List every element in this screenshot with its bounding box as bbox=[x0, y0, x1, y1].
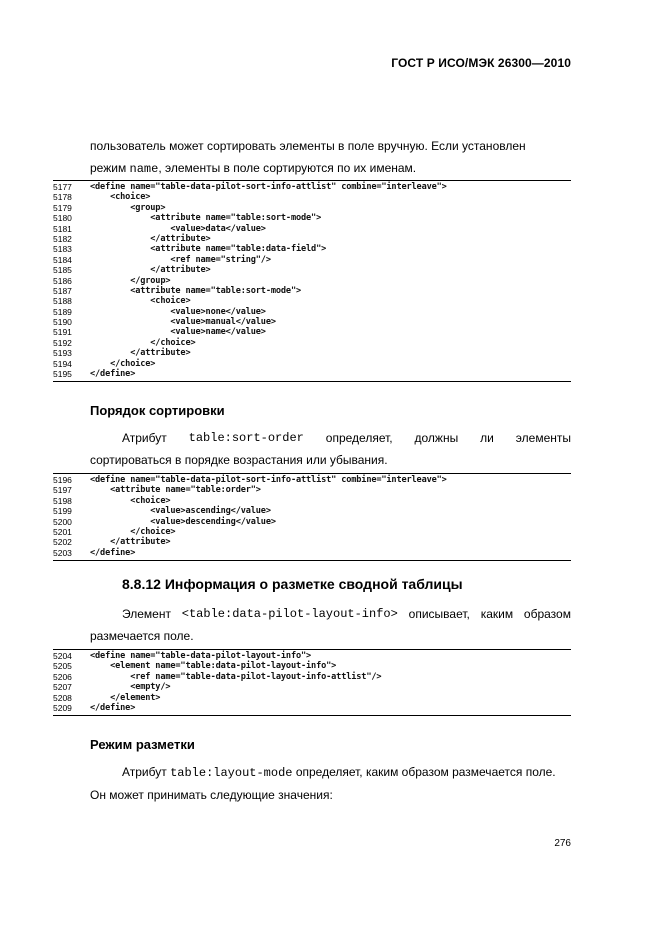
code-layout-info-element: <table:data-pilot-layout-info> bbox=[181, 607, 398, 621]
line-number: 5208 bbox=[53, 692, 72, 703]
word: должны bbox=[414, 431, 459, 445]
code-text: <ref name="string"/> bbox=[90, 254, 271, 265]
line-number: 5188 bbox=[53, 296, 72, 307]
layout-info-line-1 bbox=[90, 603, 571, 625]
code-line bbox=[53, 475, 571, 485]
code-text: </define> bbox=[90, 702, 136, 713]
line-number: 5187 bbox=[53, 285, 72, 296]
code-line bbox=[53, 244, 571, 254]
line-number: 5178 bbox=[53, 192, 72, 203]
code-line bbox=[53, 317, 571, 327]
code-line bbox=[53, 338, 571, 348]
code-text: <define name="table-data-pilot-sort-info-attlist" combine="interleave"> bbox=[90, 182, 447, 192]
sort-order-line-2: сортироваться в порядке возрастания или убывания. bbox=[90, 453, 388, 467]
code-line bbox=[53, 506, 571, 516]
code-text: <attribute name="table:data-field"> bbox=[90, 244, 327, 255]
code-line bbox=[53, 661, 571, 671]
word: элементы bbox=[515, 431, 571, 445]
line-number: 5209 bbox=[53, 702, 72, 713]
code-line bbox=[53, 693, 571, 703]
word: описывает, bbox=[408, 607, 470, 621]
layout-info-line-2: размечается поле. bbox=[90, 629, 194, 643]
line-number: 5179 bbox=[53, 202, 72, 213]
code-text: <attribute name="table:order"> bbox=[90, 485, 261, 496]
code-text: <attribute name="table:sort-mode"> bbox=[90, 285, 302, 296]
code-text: </define> bbox=[90, 369, 136, 380]
line-number: 5199 bbox=[53, 506, 72, 517]
code-table-layout-mode: table:layout-mode bbox=[170, 766, 293, 780]
intro-line-2 bbox=[90, 157, 571, 180]
code-line bbox=[53, 307, 571, 317]
intro-line-1: пользователь может сортировать элементы в поле вручную. Если установлен bbox=[90, 139, 526, 153]
line-number: 5202 bbox=[53, 537, 72, 548]
line-number: 5201 bbox=[53, 526, 72, 537]
code-line bbox=[53, 682, 571, 692]
code-line bbox=[53, 255, 571, 265]
code-text: <value>data</value> bbox=[90, 223, 266, 234]
line-number: 5184 bbox=[53, 254, 72, 265]
code-line bbox=[53, 496, 571, 506]
intro-line-2-end: , элементы в поле сортируются по их именам. bbox=[158, 161, 417, 175]
code-line bbox=[53, 703, 571, 713]
line-number: 5177 bbox=[53, 182, 72, 192]
word: образом bbox=[523, 607, 571, 621]
code-table-sort-order: table:sort-order bbox=[188, 431, 304, 445]
code-text: <attribute name="table:sort-mode"> bbox=[90, 213, 322, 224]
code-text: </element> bbox=[90, 692, 161, 703]
code-text: </attribute> bbox=[90, 265, 211, 276]
code-text: </choice> bbox=[90, 358, 156, 369]
line-number: 5183 bbox=[53, 244, 72, 255]
code-line bbox=[53, 517, 571, 527]
line-number: 5190 bbox=[53, 317, 72, 328]
line-number: 5192 bbox=[53, 337, 72, 348]
line-number: 5206 bbox=[53, 671, 72, 682]
code-listing-3 bbox=[53, 649, 571, 716]
code-line bbox=[53, 359, 571, 369]
line-number: 5193 bbox=[53, 348, 72, 359]
code-text: </attribute> bbox=[90, 233, 211, 244]
code-text: <element name="table:data-pilot-layout-info"> bbox=[90, 661, 337, 672]
layout-mode-line-1 bbox=[90, 761, 571, 784]
code-text: <choice> bbox=[90, 296, 191, 307]
intro-code-name: name bbox=[129, 162, 159, 176]
code-line bbox=[53, 548, 571, 558]
code-text: </define> bbox=[90, 547, 136, 558]
code-line bbox=[53, 672, 571, 682]
code-text: <value>name</value> bbox=[90, 327, 266, 338]
code-line bbox=[53, 192, 571, 202]
code-line bbox=[53, 286, 571, 296]
code-line bbox=[53, 369, 571, 379]
code-line bbox=[53, 182, 571, 192]
code-text: <ref name="table-data-pilot-layout-info-attlist"/> bbox=[90, 671, 382, 682]
word: каким bbox=[480, 607, 514, 621]
code-text: <choice> bbox=[90, 495, 171, 506]
code-line bbox=[53, 224, 571, 234]
line-number: 5189 bbox=[53, 306, 72, 317]
line-number: 5182 bbox=[53, 233, 72, 244]
layout-info-paragraph bbox=[90, 603, 571, 647]
line-number: 5185 bbox=[53, 265, 72, 276]
code-text: </choice> bbox=[90, 337, 196, 348]
code-text: </choice> bbox=[90, 526, 176, 537]
layout-mode-paragraph bbox=[90, 761, 571, 806]
intro-line-2-text: режим bbox=[90, 161, 130, 175]
line-number: 5205 bbox=[53, 661, 72, 672]
code-listing-2 bbox=[53, 473, 571, 561]
page-number: 276 bbox=[554, 838, 571, 849]
code-text: </group> bbox=[90, 275, 171, 286]
section-heading-layout-mode: Режим разметки bbox=[90, 737, 195, 752]
code-line bbox=[53, 485, 571, 495]
code-line bbox=[53, 651, 571, 661]
line-number: 5181 bbox=[53, 223, 72, 234]
code-text: <value>none</value> bbox=[90, 306, 266, 317]
line-number: 5197 bbox=[53, 485, 72, 496]
line-number: 5204 bbox=[53, 651, 72, 661]
sort-order-paragraph bbox=[90, 427, 571, 471]
code-line bbox=[53, 234, 571, 244]
line-number: 5186 bbox=[53, 275, 72, 286]
line-number: 5196 bbox=[53, 475, 72, 485]
code-text: <value>manual</value> bbox=[90, 317, 276, 328]
code-text: <group> bbox=[90, 202, 166, 213]
document-header: ГОСТ Р ИСО/МЭК 26300—2010 bbox=[391, 56, 571, 70]
line-number: 5207 bbox=[53, 682, 72, 693]
word: ли bbox=[480, 431, 494, 445]
section-heading-sort-order: Порядок сортировки bbox=[90, 403, 225, 418]
code-text: <value>descending</value> bbox=[90, 516, 276, 527]
code-listing-1 bbox=[53, 180, 571, 382]
line-number: 5191 bbox=[53, 327, 72, 338]
code-line bbox=[53, 348, 571, 358]
code-line bbox=[53, 213, 571, 223]
line-number: 5203 bbox=[53, 547, 72, 558]
code-text: </attribute> bbox=[90, 537, 171, 548]
code-text: <value>ascending</value> bbox=[90, 506, 271, 517]
code-text: <empty/> bbox=[90, 682, 171, 693]
line-number: 5200 bbox=[53, 516, 72, 527]
sort-order-line-1 bbox=[90, 427, 571, 449]
word: Атрибут bbox=[122, 431, 167, 445]
code-text: <define name="table-data-pilot-sort-info-attlist" combine="interleave"> bbox=[90, 475, 447, 485]
code-text: <define name="table-data-pilot-layout-info"> bbox=[90, 651, 312, 661]
line-number: 5198 bbox=[53, 495, 72, 506]
layout-mode-text-end: определяет, каким образом размечается поле. bbox=[292, 765, 556, 779]
code-line bbox=[53, 276, 571, 286]
word: определяет, bbox=[325, 431, 393, 445]
code-line bbox=[53, 296, 571, 306]
code-line bbox=[53, 265, 571, 275]
code-text: <choice> bbox=[90, 192, 151, 203]
line-number: 5195 bbox=[53, 369, 72, 380]
intro-paragraph bbox=[90, 135, 571, 180]
word: Элемент bbox=[122, 607, 171, 621]
section-heading-8-8-12: 8.8.12 Информация о разметке сводной таблицы bbox=[122, 576, 463, 592]
code-text: </attribute> bbox=[90, 348, 191, 359]
layout-mode-line-2: Он может принимать следующие значения: bbox=[90, 788, 333, 802]
code-line bbox=[53, 537, 571, 547]
code-line bbox=[53, 527, 571, 537]
code-line bbox=[53, 327, 571, 337]
layout-mode-text: Атрибут bbox=[122, 765, 171, 779]
line-number: 5194 bbox=[53, 358, 72, 369]
code-line bbox=[53, 203, 571, 213]
line-number: 5180 bbox=[53, 213, 72, 224]
